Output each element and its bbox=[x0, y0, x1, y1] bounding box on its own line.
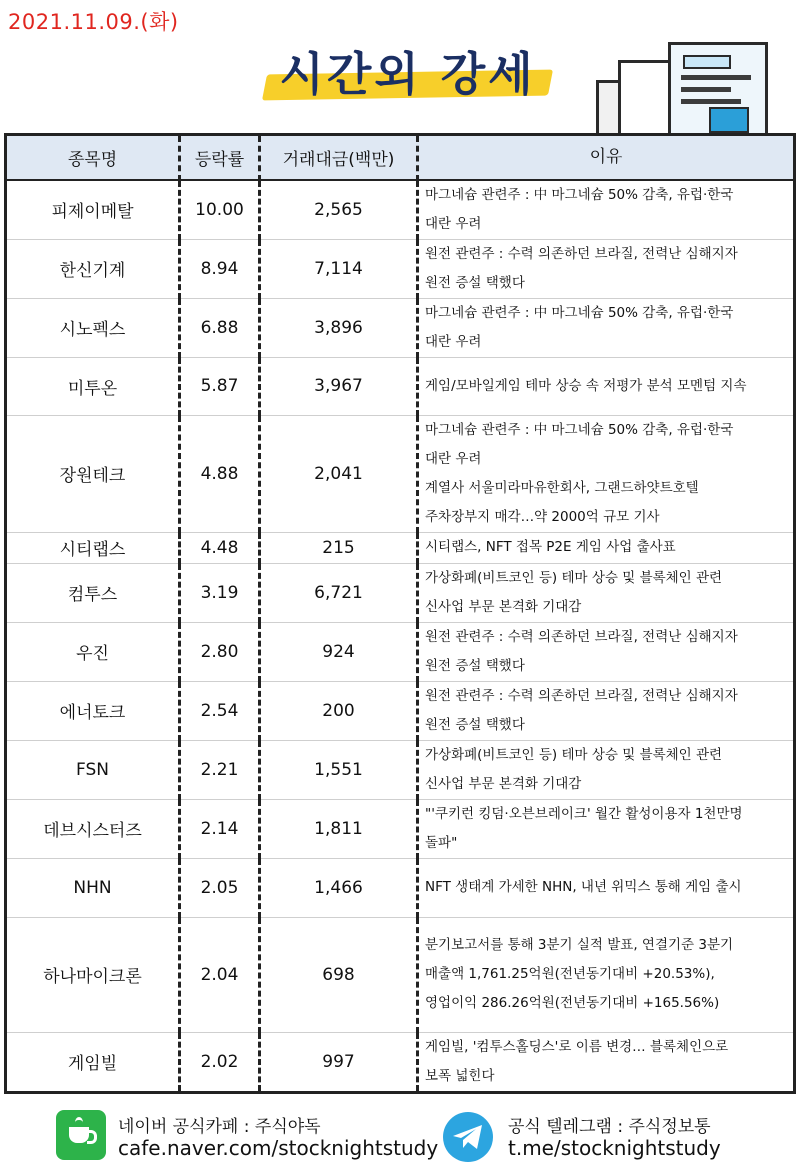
reason-line: 대란 우려 bbox=[425, 333, 482, 350]
change-rate: 5.87 bbox=[180, 357, 260, 415]
trade-amount: 997 bbox=[260, 1032, 418, 1092]
stock-name: 피제이메탈 bbox=[6, 180, 180, 240]
table-row bbox=[6, 415, 795, 532]
reason-cell bbox=[418, 357, 795, 415]
reason-line: 게임/모바일게임 테마 상승 속 저평가 분석 모멘텀 지속 bbox=[425, 377, 747, 394]
reason-line: 가상화폐(비트코인 등) 테마 상승 및 블록체인 관련 bbox=[425, 746, 723, 763]
reason-line: 분기보고서를 통해 3분기 실적 발표, 연결기준 3분기 bbox=[425, 937, 734, 953]
stock-name: 데브시스터즈 bbox=[6, 799, 180, 858]
col-header-reason: 이유 bbox=[418, 135, 795, 180]
telegram-url[interactable]: t.me/stocknightstudy bbox=[508, 1136, 721, 1160]
change-rate: 10.00 bbox=[180, 180, 260, 240]
table-row bbox=[6, 622, 795, 681]
table-row bbox=[6, 298, 795, 357]
table-row bbox=[6, 1032, 795, 1092]
stock-name: 시노펙스 bbox=[6, 298, 180, 357]
table-body bbox=[6, 180, 795, 1093]
change-rate: 2.21 bbox=[180, 740, 260, 799]
table-row bbox=[6, 357, 795, 415]
stock-name: 미투온 bbox=[6, 357, 180, 415]
footer bbox=[0, 1104, 800, 1170]
reason-line: 원전 증설 택했다 bbox=[425, 657, 525, 674]
reason-cell bbox=[418, 1032, 795, 1092]
change-rate: 6.88 bbox=[180, 298, 260, 357]
trade-amount: 3,896 bbox=[260, 298, 418, 357]
reason-line: 원전 관련주 : 수력 의존하던 브라질, 전력난 심해지자 bbox=[425, 245, 738, 262]
trade-amount: 6,721 bbox=[260, 563, 418, 622]
reason-line: 원전 증설 택했다 bbox=[425, 274, 525, 291]
reason-line: 원전 관련주 : 수력 의존하던 브라질, 전력난 심해지자 bbox=[425, 628, 738, 645]
stock-name: FSN bbox=[6, 740, 180, 799]
change-rate: 2.14 bbox=[180, 799, 260, 858]
newspaper-stack-icon bbox=[596, 32, 786, 140]
stock-name: 장원테크 bbox=[6, 415, 180, 532]
telegram-label: 공식 텔레그램 : 주식정보통 bbox=[508, 1117, 711, 1137]
stock-name: 한신기계 bbox=[6, 239, 180, 298]
table-row bbox=[6, 239, 795, 298]
trade-amount: 7,114 bbox=[260, 239, 418, 298]
change-rate: 4.88 bbox=[180, 415, 260, 532]
table-row bbox=[6, 681, 795, 740]
reason-cell bbox=[418, 858, 795, 917]
change-rate: 2.05 bbox=[180, 858, 260, 917]
stock-name: 컴투스 bbox=[6, 563, 180, 622]
reason-line: 대란 우려 bbox=[425, 450, 482, 467]
stock-name: 게임빌 bbox=[6, 1032, 180, 1092]
trade-amount: 3,967 bbox=[260, 357, 418, 415]
trade-amount: 215 bbox=[260, 532, 418, 563]
trade-amount: 2,565 bbox=[260, 180, 418, 240]
page-title: 시간외 강세 bbox=[279, 47, 536, 101]
reason-cell bbox=[418, 622, 795, 681]
trade-amount: 1,466 bbox=[260, 858, 418, 917]
reason-line: 가상화폐(비트코인 등) 테마 상승 및 블록체인 관련 bbox=[425, 569, 723, 586]
table-row bbox=[6, 917, 795, 1032]
change-rate: 2.04 bbox=[180, 917, 260, 1032]
reason-line: 영업이익 286.26억원(전년동기대비 +165.56%) bbox=[425, 995, 720, 1011]
stock-name: NHN bbox=[6, 858, 180, 917]
title-block bbox=[265, 38, 555, 110]
reason-cell bbox=[418, 563, 795, 622]
col-header-amount: 거래대금(백만) bbox=[260, 135, 418, 180]
reason-cell bbox=[418, 799, 795, 858]
reason-line: 주차장부지 매각…약 2000억 규모 기사 bbox=[425, 508, 660, 525]
table-row bbox=[6, 740, 795, 799]
reason-line: 마그네슘 관련주 : 中 마그네슘 50% 감축, 유럽·한국 bbox=[425, 186, 734, 203]
stock-name: 시티랩스 bbox=[6, 532, 180, 563]
reason-line: 돌파" bbox=[425, 834, 458, 851]
trade-amount: 924 bbox=[260, 622, 418, 681]
table-row bbox=[6, 563, 795, 622]
reason-line: 대란 우려 bbox=[425, 215, 482, 232]
change-rate: 2.80 bbox=[180, 622, 260, 681]
change-rate: 4.48 bbox=[180, 532, 260, 563]
coffee-cup-icon bbox=[56, 1110, 106, 1160]
trade-amount: 2,041 bbox=[260, 415, 418, 532]
table-header-row bbox=[6, 135, 795, 180]
reason-line: 신사업 부문 본격화 기대감 bbox=[425, 775, 582, 792]
table-row bbox=[6, 532, 795, 563]
paper-plane-icon bbox=[443, 1112, 493, 1162]
stock-table bbox=[4, 133, 796, 1094]
reason-line: NFT 생태계 가세한 NHN, 내년 위믹스 통해 게임 출시 bbox=[425, 879, 742, 895]
change-rate: 3.19 bbox=[180, 563, 260, 622]
reason-line: 원전 관련주 : 수력 의존하던 브라질, 전력난 심해지자 bbox=[425, 687, 738, 704]
reason-line: 게임빌, '컴투스홀딩스'로 이름 변경… 블록체인으로 bbox=[425, 1038, 729, 1055]
trade-amount: 698 bbox=[260, 917, 418, 1032]
change-rate: 2.54 bbox=[180, 681, 260, 740]
report-date: 2021.11.09.(화) bbox=[8, 10, 179, 34]
reason-line: 시티랩스, NFT 접목 P2E 게임 사업 출사표 bbox=[425, 539, 676, 555]
table-row bbox=[6, 799, 795, 858]
col-header-rate: 등락률 bbox=[180, 135, 260, 180]
reason-line: 마그네슘 관련주 : 中 마그네슘 50% 감축, 유럽·한국 bbox=[425, 421, 734, 438]
table-row bbox=[6, 180, 795, 240]
reason-cell bbox=[418, 239, 795, 298]
reason-line: 계열사 서울미라마유한회사, 그랜드하얏트호텔 bbox=[425, 479, 699, 496]
change-rate: 8.94 bbox=[180, 239, 260, 298]
reason-line: 신사업 부문 본격화 기대감 bbox=[425, 598, 582, 615]
naver-cafe-label: 네이버 공식카페 : 주식야독 bbox=[118, 1117, 321, 1137]
reason-cell bbox=[418, 532, 795, 563]
stock-name: 우진 bbox=[6, 622, 180, 681]
reason-cell bbox=[418, 681, 795, 740]
reason-line: 마그네슘 관련주 : 中 마그네슘 50% 감축, 유럽·한국 bbox=[425, 304, 734, 321]
reason-cell bbox=[418, 180, 795, 240]
reason-line: "'쿠키런 킹덤·오븐브레이크' 월간 활성이용자 1천만명 bbox=[425, 805, 743, 822]
naver-cafe-url[interactable]: cafe.naver.com/stocknightstudy bbox=[118, 1136, 439, 1160]
reason-cell bbox=[418, 298, 795, 357]
reason-cell bbox=[418, 415, 795, 532]
reason-line: 보폭 넓힌다 bbox=[425, 1067, 495, 1084]
stock-name: 에너토크 bbox=[6, 681, 180, 740]
trade-amount: 1,811 bbox=[260, 799, 418, 858]
reason-line: 매출액 1,761.25억원(전년동기대비 +20.53%), bbox=[425, 966, 715, 982]
reason-line: 원전 증설 택했다 bbox=[425, 716, 525, 733]
trade-amount: 1,551 bbox=[260, 740, 418, 799]
table-row bbox=[6, 858, 795, 917]
stock-name: 하나마이크론 bbox=[6, 917, 180, 1032]
change-rate: 2.02 bbox=[180, 1032, 260, 1092]
trade-amount: 200 bbox=[260, 681, 418, 740]
reason-cell bbox=[418, 740, 795, 799]
reason-cell bbox=[418, 917, 795, 1032]
col-header-name: 종목명 bbox=[6, 135, 180, 180]
